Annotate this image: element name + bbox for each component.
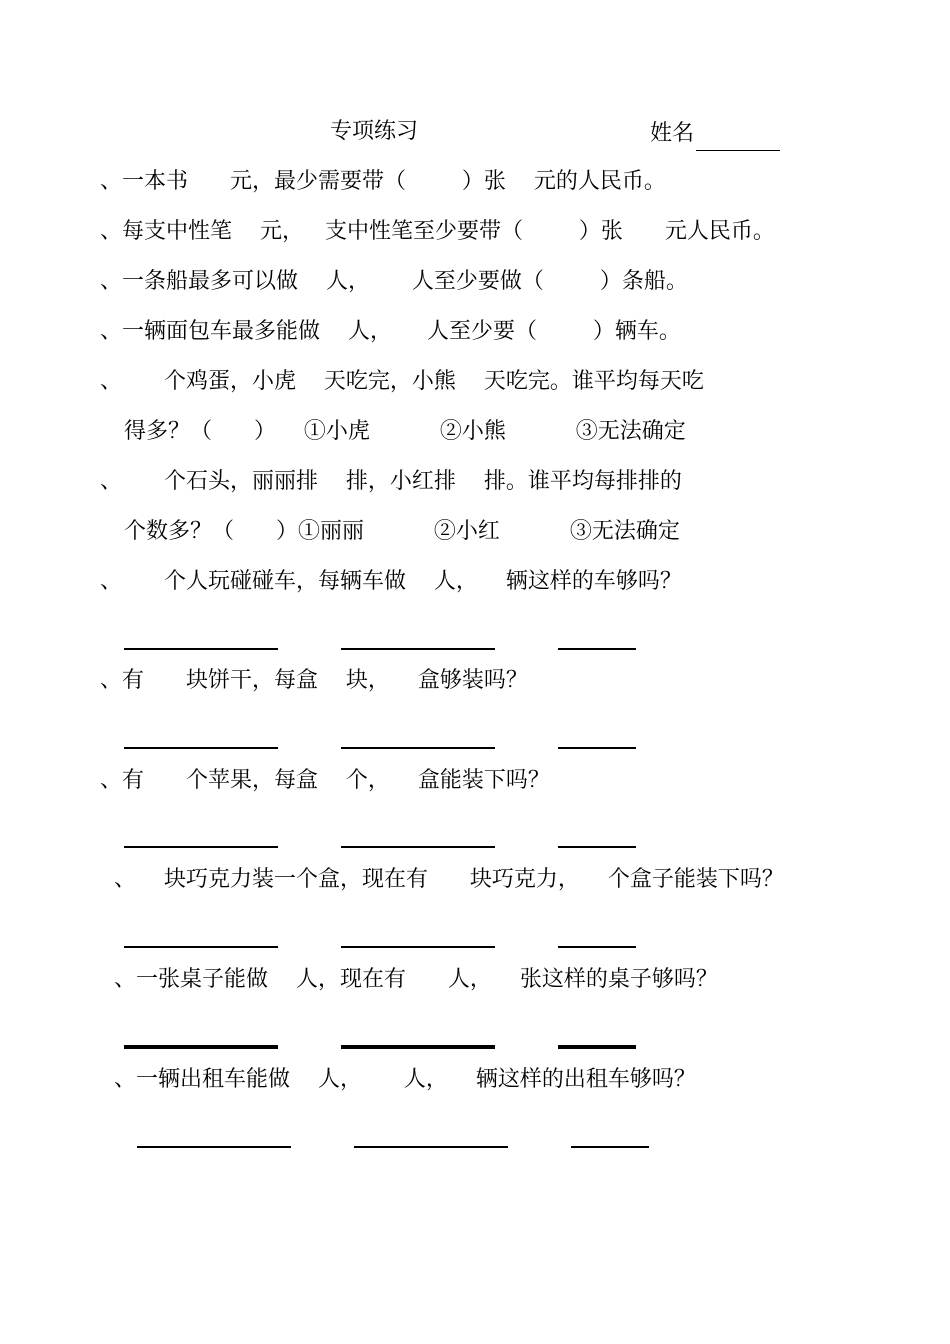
answer-blank[interactable]: [558, 946, 636, 948]
question-5-options: 得多？（ ） ①小虎 ②小熊 ③无法确定: [124, 419, 686, 444]
question-7: 、 个人玩碰碰车，每辆车做 人， 辆这样的车够吗？: [100, 569, 682, 594]
name-label: 姓名: [650, 121, 695, 146]
answer-blank[interactable]: [571, 1146, 649, 1148]
answer-blank[interactable]: [341, 946, 495, 948]
question-5: 、 个鸡蛋，小虎 天吃完，小熊 天吃完。谁平均每天吃: [100, 369, 704, 394]
answer-blank[interactable]: [124, 747, 278, 749]
page-title: 专项练习: [330, 119, 419, 144]
question-6: 、 个石头，丽丽排 排，小红排 排。谁平均每排排的: [100, 469, 682, 494]
answer-blank[interactable]: [558, 846, 636, 848]
answer-blank[interactable]: [124, 846, 278, 848]
answer-blank[interactable]: [354, 1146, 508, 1148]
question-11: 、一张桌子能做 人，现在有 人， 张这样的桌子够吗？: [114, 967, 718, 992]
answer-blank[interactable]: [341, 747, 495, 749]
answer-blank[interactable]: [124, 648, 278, 650]
question-4: 、一辆面包车最多能做 人， 人至少要（ ）辆车。: [100, 319, 681, 344]
question-1: 、一本书 元，最少需要带（ ）张 元的人民币。: [100, 169, 666, 194]
answer-blank[interactable]: [137, 1146, 291, 1148]
answer-blank[interactable]: [341, 1045, 495, 1049]
question-10: 、 块巧克力装一个盒，现在有 块巧克力， 个盒子能装下吗？: [114, 867, 784, 892]
question-6-options: 个数多？（ ）①丽丽 ②小红 ③无法确定: [124, 519, 680, 544]
answer-blank[interactable]: [124, 946, 278, 948]
question-12: 、一辆出租车能做 人， 人， 辆这样的出租车够吗？: [114, 1067, 696, 1092]
question-9: 、有 个苹果，每盒 个， 盒能装下吗？: [100, 768, 550, 793]
name-blank[interactable]: [696, 150, 780, 151]
question-8: 、有 块饼干，每盒 块， 盒够装吗？: [100, 668, 528, 693]
answer-blank[interactable]: [558, 747, 636, 749]
answer-blank[interactable]: [341, 846, 495, 848]
answer-blank[interactable]: [558, 648, 636, 650]
question-2: 、每支中性笔 元， 支中性笔至少要带（ ）张 元人民币。: [100, 219, 775, 244]
answer-blank[interactable]: [124, 1045, 278, 1049]
answer-blank[interactable]: [341, 648, 495, 650]
question-3: 、一条船最多可以做 人， 人至少要做（ ）条船。: [100, 269, 688, 294]
answer-blank[interactable]: [558, 1045, 636, 1049]
